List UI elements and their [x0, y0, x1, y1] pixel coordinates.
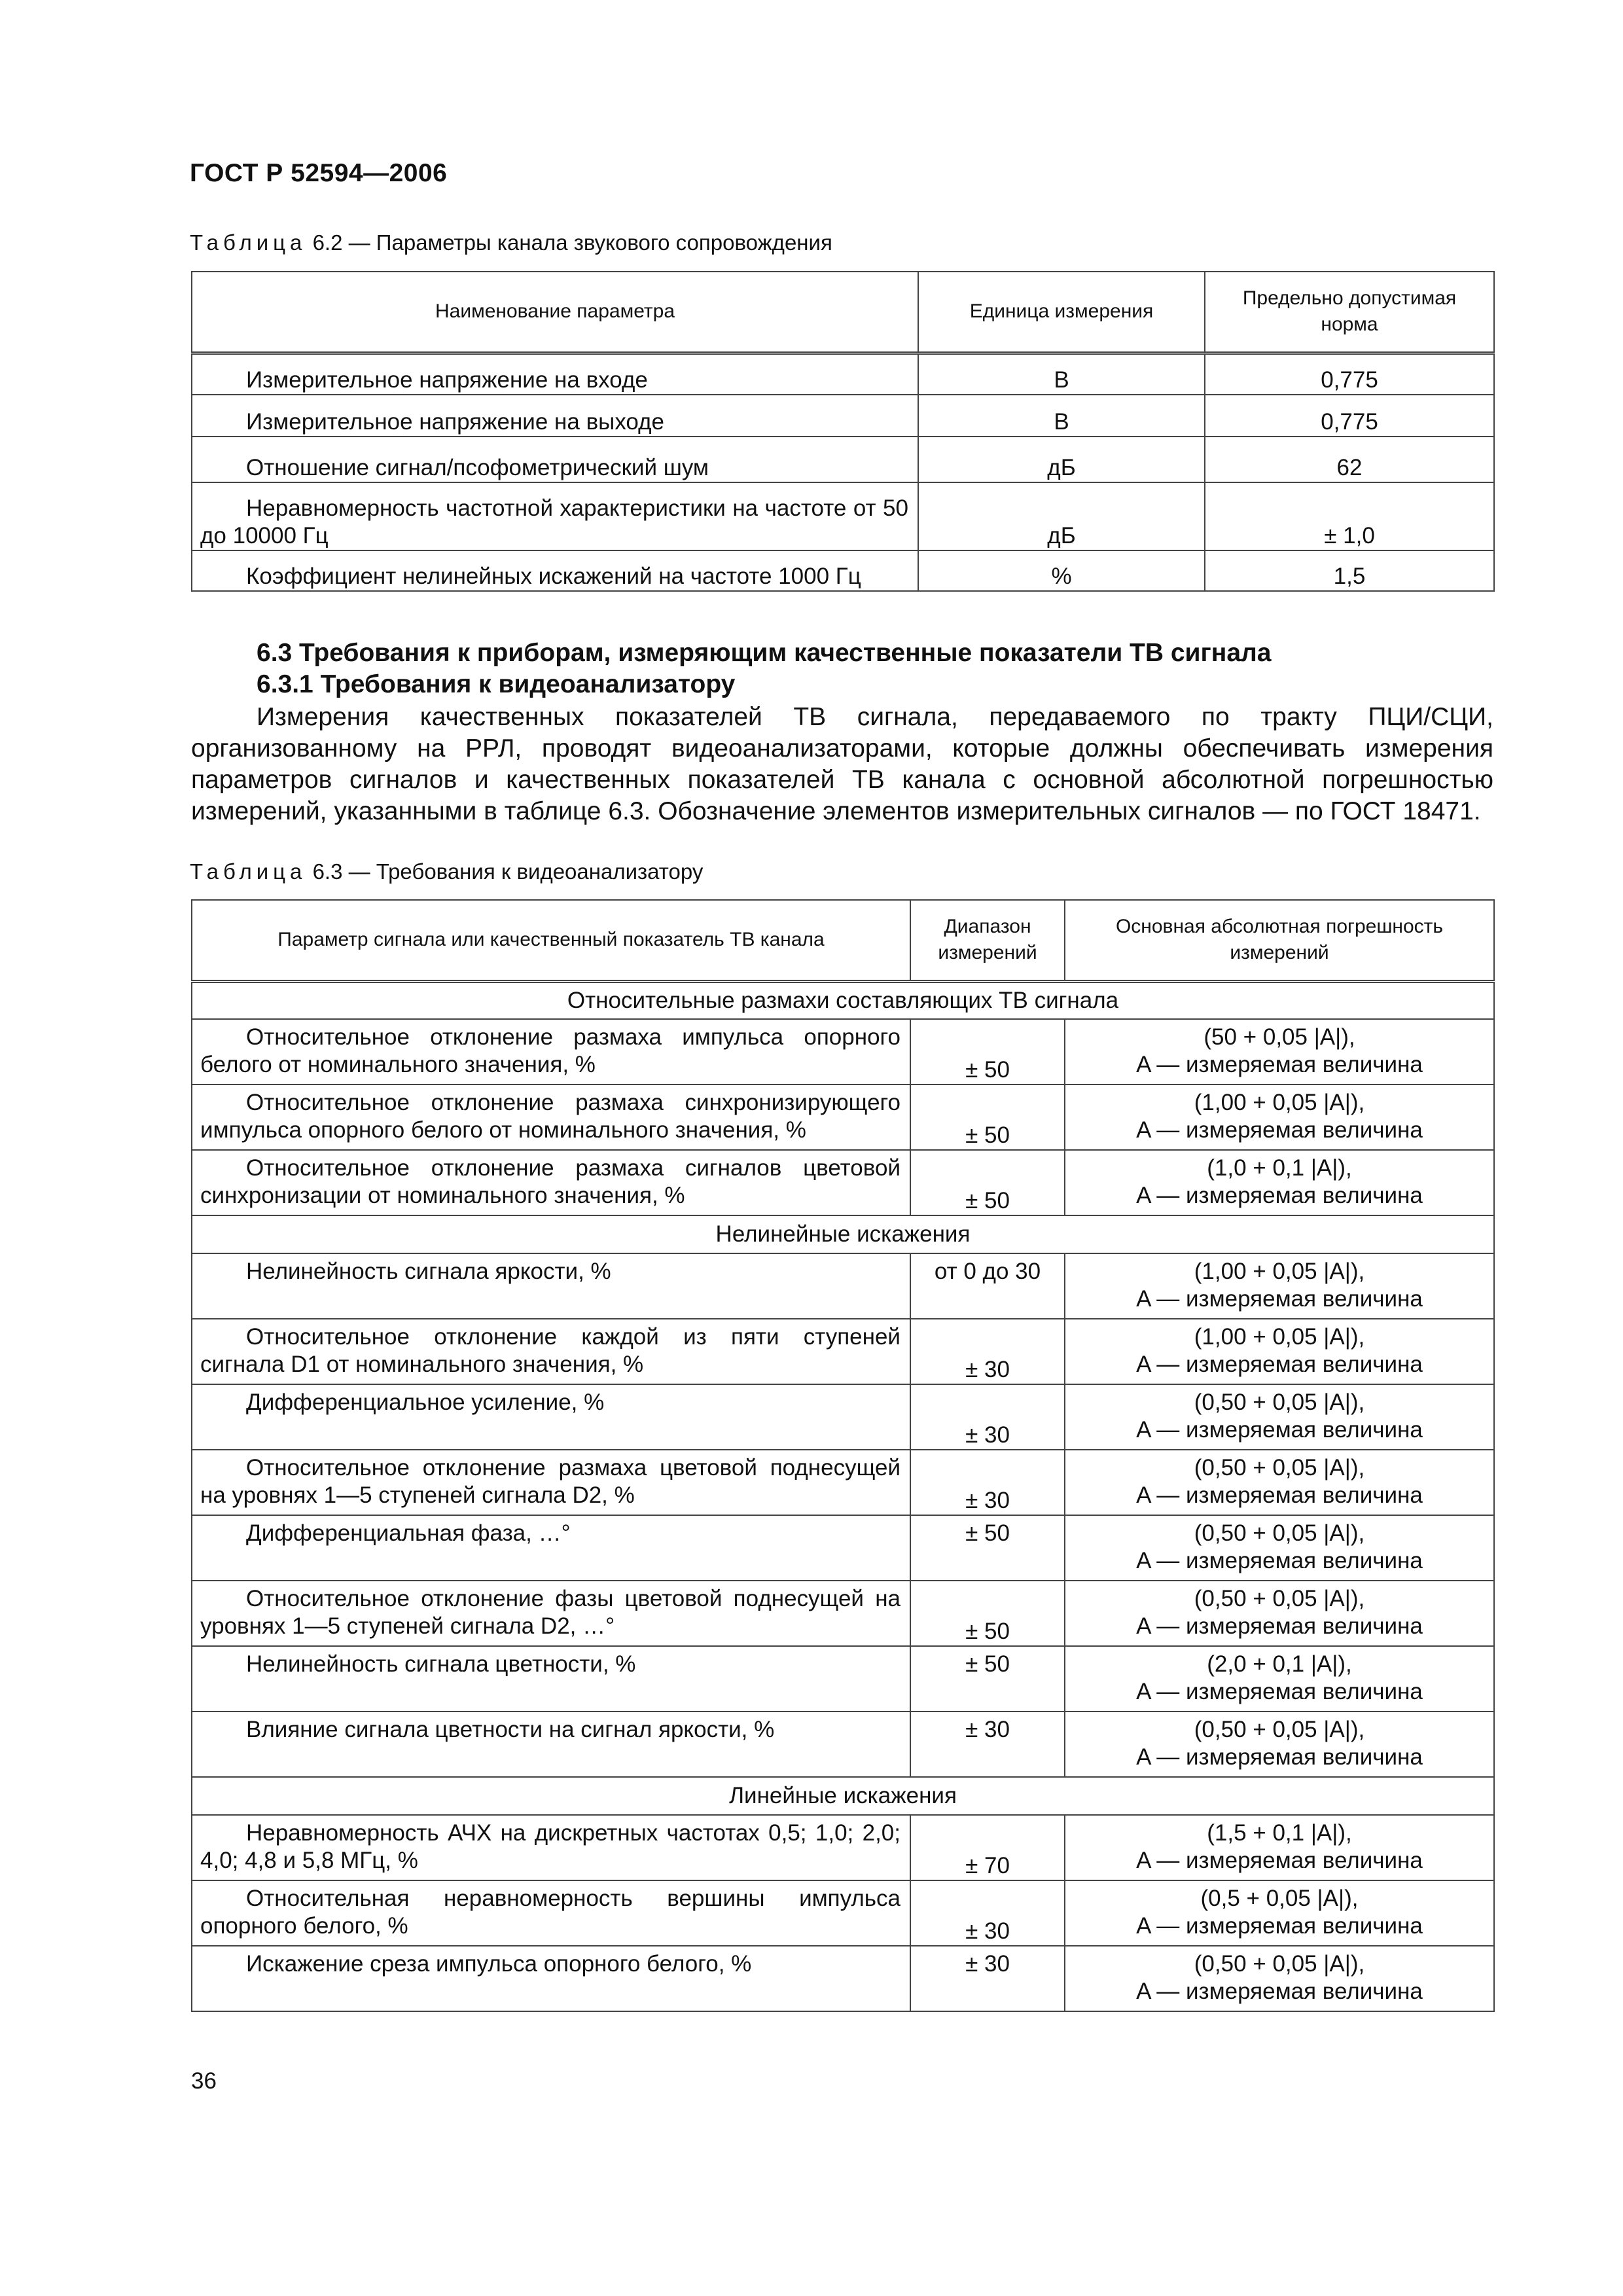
- error-note: A — измеряемая величина: [1136, 1052, 1423, 1077]
- group-title-cell: Нелинейные искажения: [192, 1215, 1494, 1253]
- table-62-col-unit: Единица измерения: [918, 272, 1205, 353]
- error-cell: [1065, 1712, 1494, 1777]
- error-note: A — измеряемая величина: [1136, 1286, 1423, 1312]
- error-cell: [1065, 1581, 1494, 1646]
- table-row: [192, 1319, 1494, 1384]
- table-63-caption: [190, 859, 703, 884]
- error-note: A — измеряемая величина: [1136, 1679, 1423, 1704]
- table-row: [192, 482, 1494, 550]
- range-cell: ± 30: [910, 1712, 1065, 1777]
- error-formula: (0,50 + 0,05 |A|),: [1194, 1455, 1365, 1480]
- error-note: A — измеряемая величина: [1136, 1352, 1423, 1377]
- param-cell: Относительное отклонение фазы цветовой поднесущей на уровнях 1—5 ступеней сигнала D2, …°: [192, 1581, 910, 1646]
- table-63-header-row: [192, 900, 1494, 981]
- table-63-caption-word: Таблица: [190, 859, 307, 884]
- param-cell: Влияние сигнала цветности на сигнал яркости, %: [192, 1712, 910, 1777]
- error-formula: (1,00 + 0,05 |A|),: [1194, 1259, 1365, 1284]
- range-cell: ± 30: [910, 1880, 1065, 1946]
- error-formula: (1,00 + 0,05 |A|),: [1194, 1090, 1365, 1115]
- error-formula: (0,50 + 0,05 |A|),: [1194, 1520, 1365, 1546]
- error-note: A — измеряемая величина: [1136, 1548, 1423, 1573]
- range-cell: ± 50: [910, 1515, 1065, 1581]
- param-cell: Искажение среза импульса опорного белого, %: [192, 1946, 910, 2011]
- error-note: A — измеряемая величина: [1136, 1417, 1423, 1443]
- table-row: [192, 1085, 1494, 1150]
- table-row: [192, 1150, 1494, 1215]
- param-name-cell: Отношение сигнал/псофометрический шум: [192, 437, 918, 482]
- norm-cell: 62: [1205, 437, 1494, 482]
- table-row: [192, 1815, 1494, 1880]
- table-row: [192, 550, 1494, 591]
- error-formula: (0,5 + 0,05 |A|),: [1200, 1886, 1359, 1911]
- unit-cell: В: [918, 353, 1205, 395]
- unit-cell: %: [918, 550, 1205, 591]
- section-heading-6-3-1: 6.3.1 Требования к видеоанализатору: [257, 670, 736, 698]
- table-row: [192, 437, 1494, 482]
- table-row: [192, 1384, 1494, 1450]
- range-cell: ± 30: [910, 1319, 1065, 1384]
- error-cell: [1065, 1019, 1494, 1085]
- range-cell: ± 50: [910, 1646, 1065, 1712]
- table-63-caption-text: 6.3 — Требования к видеоанализатору: [312, 859, 704, 884]
- range-cell: ± 50: [910, 1019, 1065, 1085]
- norm-cell: ± 1,0: [1205, 482, 1494, 550]
- error-cell: [1065, 1253, 1494, 1319]
- error-cell: [1065, 1384, 1494, 1450]
- error-note: A — измеряемая величина: [1136, 1848, 1423, 1873]
- error-formula: (0,50 + 0,05 |A|),: [1194, 1717, 1365, 1742]
- range-cell: ± 30: [910, 1450, 1065, 1515]
- param-name-cell: Измерительное напряжение на входе: [192, 353, 918, 395]
- table-row: [192, 1712, 1494, 1777]
- error-formula: (2,0 + 0,1 |A|),: [1207, 1651, 1352, 1677]
- table-row: [192, 1946, 1494, 2011]
- error-note: A — измеряемая величина: [1136, 1744, 1423, 1770]
- param-cell: Относительное отклонение размаха цветовой поднесущей на уровнях 1—5 ступеней сигнала D2, %: [192, 1450, 910, 1515]
- error-cell: [1065, 1085, 1494, 1150]
- group-title-cell: Относительные размахи составляющих ТВ сигнала: [192, 981, 1494, 1019]
- table-63-col-error: Основная абсолютная погрешность измерений: [1065, 900, 1494, 981]
- range-cell: ± 30: [910, 1384, 1065, 1450]
- param-cell: Неравномерность АЧХ на дискретных частотах 0,5; 1,0; 2,0; 4,0; 4,8 и 5,8 МГц, %: [192, 1815, 910, 1880]
- param-cell: Относительное отклонение каждой из пяти ступеней сигнала D1 от номинального значения, %: [192, 1319, 910, 1384]
- param-name-cell: Неравномерность частотной характеристики на частоте от 50 до 10000 Гц: [192, 482, 918, 550]
- table-63-col-param: Параметр сигнала или качественный показатель ТВ канала: [192, 900, 910, 981]
- table-row: [192, 1880, 1494, 1946]
- param-cell: Относительное отклонение размаха синхронизирующего импульса опорного белого от номинального значения, %: [192, 1085, 910, 1150]
- norm-cell: 0,775: [1205, 353, 1494, 395]
- error-cell: [1065, 1880, 1494, 1946]
- table-row: [192, 353, 1494, 395]
- table-row: [192, 1253, 1494, 1319]
- param-cell: Нелинейность сигнала яркости, %: [192, 1253, 910, 1319]
- unit-cell: дБ: [918, 437, 1205, 482]
- range-cell: ± 50: [910, 1150, 1065, 1215]
- error-cell: [1065, 1450, 1494, 1515]
- table-63: [191, 899, 1495, 2012]
- table-row: [192, 1646, 1494, 1712]
- error-cell: [1065, 1646, 1494, 1712]
- table-group-row: [192, 1215, 1494, 1253]
- table-group-row: [192, 981, 1494, 1019]
- error-cell: [1065, 1319, 1494, 1384]
- range-cell: ± 30: [910, 1946, 1065, 2011]
- range-cell: от 0 до 30: [910, 1253, 1065, 1319]
- table-row: [192, 1515, 1494, 1581]
- param-name-cell: Измерительное напряжение на выходе: [192, 395, 918, 437]
- error-cell: [1065, 1515, 1494, 1581]
- error-note: A — измеряемая величина: [1136, 1183, 1423, 1208]
- table-row: [192, 1581, 1494, 1646]
- param-cell: Дифференциальное усиление, %: [192, 1384, 910, 1450]
- error-formula: (0,50 + 0,05 |A|),: [1194, 1586, 1365, 1611]
- range-cell: ± 50: [910, 1085, 1065, 1150]
- section-paragraph: Измерения качественных показателей ТВ сигнала, передаваемого по тракту ПЦИ/СЦИ, организованному на РРЛ, проводят видеоанализаторами, которые должны обеспечивать измерения параметров сигналов и качественных показателей ТВ канала с основной абсолютной погрешностью измерений, указанными в таблице 6.3. Обозначение элементов измерительных сигналов — по ГОСТ 18471.: [191, 703, 1493, 825]
- table-row: [192, 395, 1494, 437]
- page-number: 36: [191, 2068, 217, 2094]
- param-cell: Дифференциальная фаза, …°: [192, 1515, 910, 1581]
- norm-cell: 0,775: [1205, 395, 1494, 437]
- document-code-header: ГОСТ Р 52594—2006: [190, 159, 448, 187]
- error-cell: [1065, 1815, 1494, 1880]
- param-cell: Относительное отклонение размаха импульса опорного белого от номинального значения, %: [192, 1019, 910, 1085]
- table-62-caption-text: 6.2 — Параметры канала звукового сопровождения: [312, 230, 832, 255]
- unit-cell: В: [918, 395, 1205, 437]
- error-formula: (0,50 + 0,05 |A|),: [1194, 1951, 1365, 1977]
- table-62-caption: [190, 230, 832, 255]
- table-62-col-name: Наименование параметра: [192, 272, 918, 353]
- table-63-col-range: Диапазон измерений: [910, 900, 1065, 981]
- param-cell: Нелинейность сигнала цветности, %: [192, 1646, 910, 1712]
- table-62-caption-word: Таблица: [190, 230, 307, 255]
- error-cell: [1065, 1946, 1494, 2011]
- error-note: A — измеряемая величина: [1136, 1482, 1423, 1508]
- error-note: A — измеряемая величина: [1136, 1117, 1423, 1143]
- error-formula: (1,5 + 0,1 |A|),: [1207, 1820, 1352, 1846]
- norm-cell: 1,5: [1205, 550, 1494, 591]
- param-cell: Относительное отклонение размаха сигналов цветовой синхронизации от номинального значения, %: [192, 1150, 910, 1215]
- range-cell: ± 50: [910, 1581, 1065, 1646]
- error-formula: (50 + 0,05 |A|),: [1204, 1024, 1355, 1050]
- table-62: [191, 271, 1495, 592]
- param-cell: Относительная неравномерность вершины импульса опорного белого, %: [192, 1880, 910, 1946]
- unit-cell: дБ: [918, 482, 1205, 550]
- error-note: A — измеряемая величина: [1136, 1613, 1423, 1639]
- error-note: A — измеряемая величина: [1136, 1913, 1423, 1939]
- error-formula: (0,50 + 0,05 |A|),: [1194, 1390, 1365, 1415]
- table-row: [192, 1450, 1494, 1515]
- table-62-header-row: [192, 272, 1494, 353]
- param-name-cell: Коэффициент нелинейных искажений на частоте 1000 Гц: [192, 550, 918, 591]
- table-group-row: [192, 1777, 1494, 1815]
- error-cell: [1065, 1150, 1494, 1215]
- error-note: A — измеряемая величина: [1136, 1979, 1423, 2004]
- section-heading-6-3: 6.3 Требования к приборам, измеряющим качественные показатели ТВ сигнала: [257, 639, 1272, 667]
- error-formula: (1,00 + 0,05 |A|),: [1194, 1324, 1365, 1350]
- table-row: [192, 1019, 1494, 1085]
- range-cell: ± 70: [910, 1815, 1065, 1880]
- group-title-cell: Линейные искажения: [192, 1777, 1494, 1815]
- error-formula: (1,0 + 0,1 |A|),: [1207, 1155, 1352, 1181]
- table-62-col-norm: Предельно допустимая норма: [1205, 272, 1494, 353]
